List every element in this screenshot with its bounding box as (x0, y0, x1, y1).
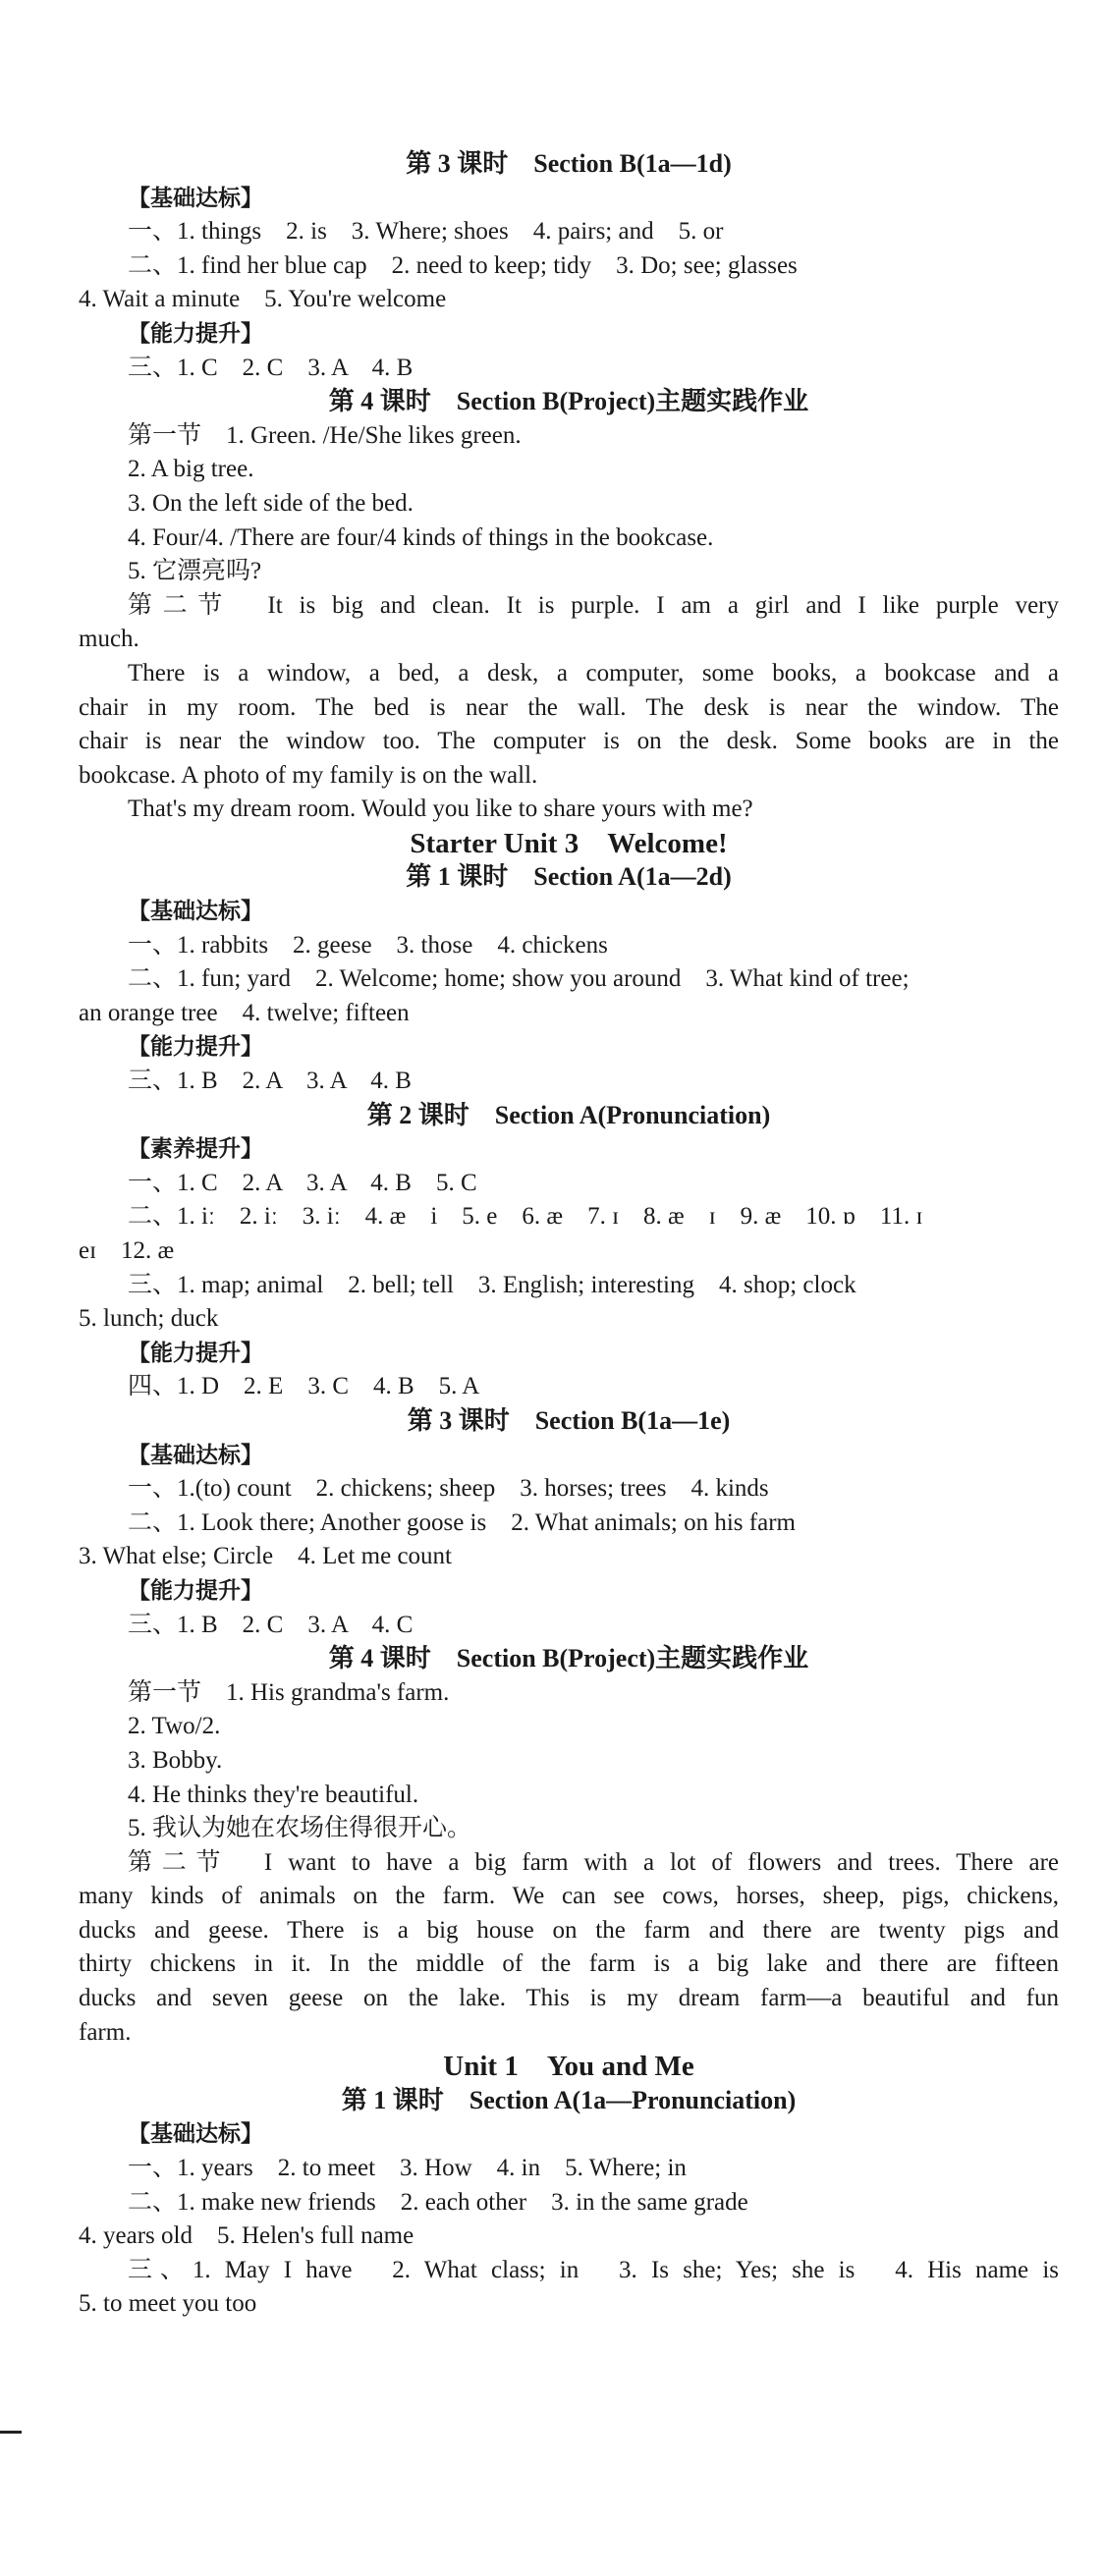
answer-line: 3. On the left side of the bed. (128, 489, 414, 517)
answer-line: thirty chickens in it. In the middle of the farm is a big lake and there are fifteen (79, 1950, 1059, 1978)
answer-line: 3. What else; Circle 4. Let me count (79, 1543, 452, 1570)
answer-line: much. (79, 626, 139, 653)
answer-line: 第二节 I want to have a big farm with a lot of flowers and trees. There are (128, 1848, 1059, 1876)
answer-line: an orange tree 4. twelve; fifteen (79, 999, 410, 1026)
answer-line: 一、1. C 2. A 3. A 4. B 5. C (128, 1169, 477, 1196)
answer-line: 5. lunch; duck (79, 1305, 219, 1333)
answer-line: 一、1. rabbits 2. geese 3. those 4. chickens (128, 931, 608, 959)
answer-line: 第一节 1. His grandma's farm. (128, 1678, 450, 1706)
answer-line: 第一节 1. Green. /He/She likes green. (128, 421, 522, 449)
section-tag: 【素养提升】 (128, 1136, 263, 1163)
answer-line: 三、1. B 2. A 3. A 4. B (128, 1068, 412, 1095)
answer-line: 三、1. May I have 2. What class; in 3. Is she; Yes; she is 4. His name is (128, 2256, 1059, 2283)
answer-line: 4. Wait a minute 5. You're welcome (79, 286, 447, 313)
answer-line: 二、1. make new friends 2. each other 3. in the same grade (128, 2188, 748, 2216)
section-tag: 【基础达标】 (128, 185, 263, 211)
answer-line: 4. years old 5. Helen's full name (79, 2222, 414, 2250)
answer-line: 4. He thinks they're beautiful. (128, 1781, 419, 1808)
section-tag: 【能力提升】 (128, 320, 263, 347)
answer-line: chair is near the window too. The computer is on the desk. Some books are in the (79, 728, 1059, 755)
answer-line: 二、1. fun; yard 2. Welcome; home; show you around 3. What kind of tree; (128, 965, 910, 993)
answer-line: 5. 它漂亮吗? (128, 558, 262, 585)
answer-line: 一、1. things 2. is 3. Where; shoes 4. pairs; and 5. or (128, 218, 724, 246)
answer-line: 2. Two/2. (128, 1713, 221, 1740)
unit-heading: Starter Unit 3 Welcome! (410, 827, 728, 859)
answer-line: 二、1. Look there; Another goose is 2. What animals; on his farm (128, 1508, 796, 1536)
answer-line: many kinds of animals on the farm. We can see cows, horses, sheep, pigs, chickens, (79, 1883, 1059, 1910)
answer-line: ducks and geese. There is a big house on the farm and there are twenty pigs and (79, 1916, 1059, 1944)
answer-line: 四、1. D 2. E 3. C 4. B 5. A (128, 1373, 480, 1400)
lesson-heading: 第 3 课时 Section B(1a—1d) (406, 149, 732, 178)
answer-line: That's my dream room. Would you like to share yours with me? (128, 795, 753, 823)
section-tag: 【能力提升】 (128, 1577, 263, 1604)
answer-line: farm. (79, 2018, 132, 2046)
lesson-heading: 第 4 课时 Section B(Project)主题实践作业 (328, 387, 809, 416)
answer-key-page (79, 147, 1059, 2322)
answer-line: 4. Four/4. /There are four/4 kinds of things in the bookcase. (128, 523, 714, 551)
section-tag: 【能力提升】 (128, 1340, 263, 1366)
answer-line: 5. to meet you too (79, 2290, 257, 2318)
answer-line: 三、1. B 2. C 3. A 4. C (128, 1611, 414, 1638)
answer-line: bookcase. A photo of my family is on the wall. (79, 761, 538, 789)
page-edge-mark (0, 2431, 22, 2434)
section-tag: 【基础达标】 (128, 899, 263, 925)
section-tag: 【基础达标】 (128, 1442, 263, 1468)
answer-line: 三、1. C 2. C 3. A 4. B (128, 354, 414, 381)
answer-line: 二、1. find her blue cap 2. need to keep; tidy 3. Do; see; glasses (128, 251, 798, 279)
answer-line: 二、1. iː 2. iː 3. iː 4. æ i 5. e 6. æ 7. ɪ 8. æ ɪ 9. æ 10. ɒ 11. ɪ (128, 1203, 923, 1231)
answer-line: 一、1.(to) count 2. chickens; sheep 3. horses; trees 4. kinds (128, 1475, 769, 1503)
answer-line: 三、1. map; animal 2. bell; tell 3. English; interesting 4. shop; clock (128, 1271, 856, 1298)
lesson-heading: 第 4 课时 Section B(Project)主题实践作业 (328, 1644, 809, 1673)
answer-line: chair in my room. The bed is near the wall. The desk is near the window. The (79, 693, 1059, 721)
answer-line: ducks and seven geese on the lake. This is my dream farm—a beautiful and fun (79, 1985, 1059, 2012)
section-tag: 【能力提升】 (128, 1034, 263, 1061)
lesson-heading: 第 2 课时 Section A(Pronunciation) (366, 1100, 771, 1129)
answer-line: eɪ 12. æ (79, 1237, 175, 1264)
answer-line: 3. Bobby. (128, 1746, 223, 1774)
unit-heading: Unit 1 You and Me (443, 2051, 694, 2083)
answer-line: 2. A big tree. (128, 456, 254, 483)
answer-line: There is a window, a bed, a desk, a computer, some books, a bookcase and a (128, 659, 1059, 686)
answer-line: 一、1. years 2. to meet 3. How 4. in 5. Where; in (128, 2155, 687, 2182)
answer-line: 5. 我认为她在农场住得很开心。 (128, 1815, 472, 1842)
answer-line: 第二节 It is big and clean. It is purple. I am a girl and I like purple very (128, 591, 1059, 619)
section-tag: 【基础达标】 (128, 2121, 263, 2148)
lesson-heading: 第 1 课时 Section A(1a—Pronunciation) (341, 2085, 797, 2114)
lesson-heading: 第 1 课时 Section A(1a—2d) (406, 862, 732, 892)
lesson-heading: 第 3 课时 Section B(1a—1e) (407, 1405, 731, 1435)
